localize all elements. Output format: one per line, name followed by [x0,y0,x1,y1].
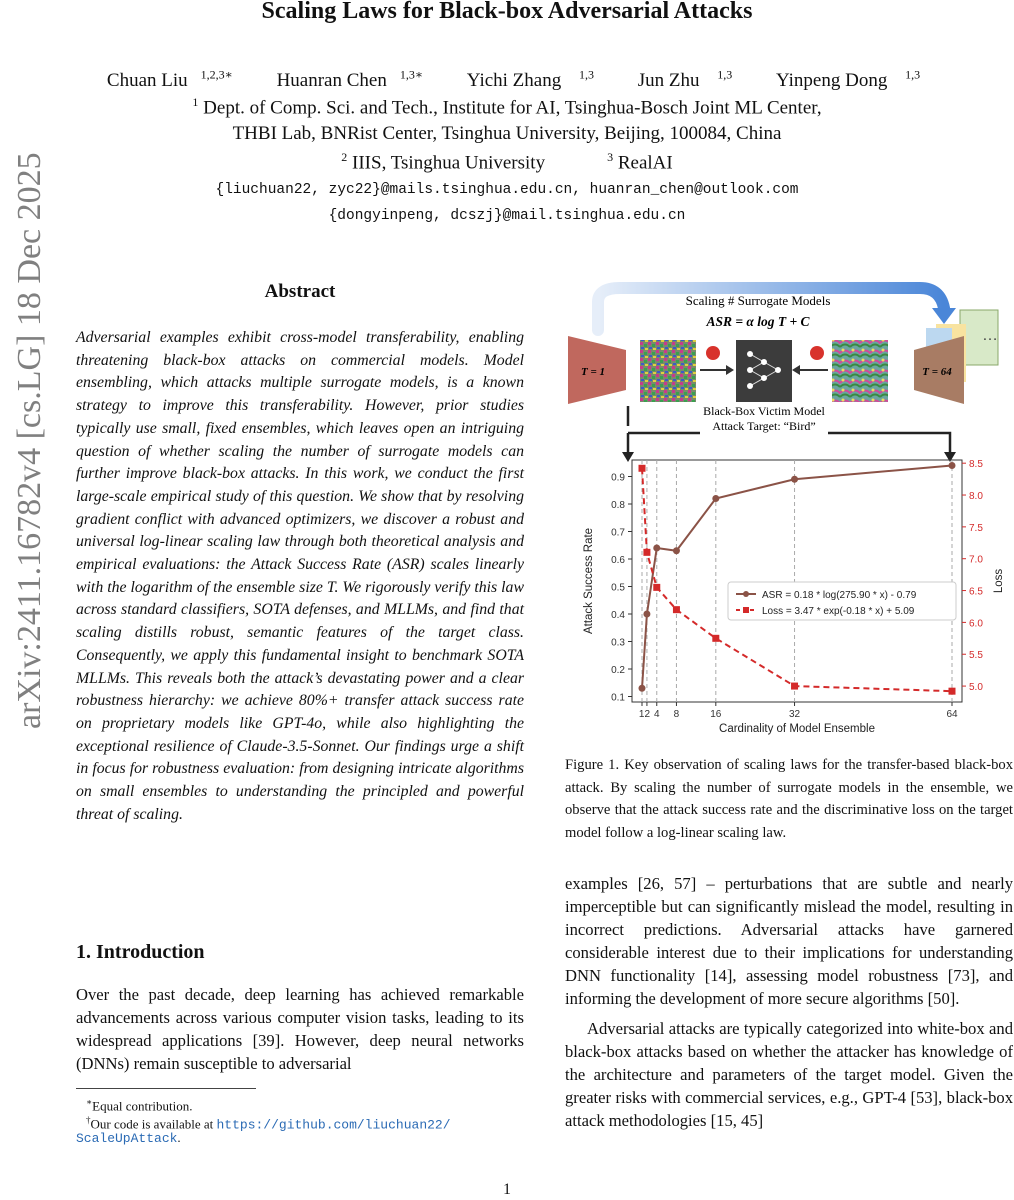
arrowhead [792,365,800,375]
y-tick-label: 0.3 [611,637,625,649]
y2-axis-label: Loss [993,568,1005,594]
loss-point [791,683,798,690]
y-tick-label: 0.5 [611,582,625,594]
right-column-text [565,872,1013,1132]
x-tick-label: 8 [673,709,680,720]
asr-point [712,495,719,502]
victim-model-icon [736,340,792,402]
y2-tick-label: 5.5 [969,650,983,662]
page-number: 1 [503,1181,511,1198]
x-tick-label: 16 [710,709,722,720]
more-models-ellipsis: … [982,327,998,344]
y2-tick-label: 6.5 [969,586,983,598]
y-tick-label: 0.7 [611,527,625,539]
asr-point [639,685,646,692]
email-line-1: {liuchuan22, zyc22}@mails.tsinghua.edu.cn, huanran_chen@outlook.com [215,182,799,198]
code-link[interactable]: https://github.com/liuchuan22/ [216,1117,451,1133]
asr-line [642,466,952,689]
x-tick-label: 32 [788,709,801,720]
author: Yinpeng Dong $^{1,3}$ [775,68,921,92]
plot-frame [632,460,962,702]
y2-tick-label: 8.0 [969,491,983,503]
loss-point [673,606,680,613]
author: Huanran Chen $^{1,3∗}$ [276,68,424,92]
y2-tick-label: 8.5 [969,459,983,471]
y2-tick-label: 5.0 [969,682,983,694]
legend-asr-marker [743,591,749,597]
loss-point [712,635,719,642]
adversarial-image-t1 [640,340,696,402]
y-tick-label: 0.1 [611,692,625,704]
diagram-title: Scaling # Surrogate Models [685,293,831,308]
figure-caption: Figure 1. Key observation of scaling laws for the transfer-based black-box attack. By scaling the number of surrogate models in the ensemble, we observe that the attack success rate and the discriminative loss on the target model follow a log-linear scaling law. [565,757,1013,841]
y-tick-label: 0.2 [611,665,625,676]
robot-icon [706,346,720,360]
paragraph: examples [26, 57] – perturbations that are subtle and nearly imperceptible but can significantly mislead the model, resulting in incorrect predictions. Adversarial attacks have garnered considerable interest due to their implications for understanding DNN functionality [14], assessing model robustness [73], and informing the development of more secure algorithms [50]. [565,874,1013,1008]
robot-icon [810,346,824,360]
left-model-label: T = 1 [581,366,605,378]
footnote-code: †Our code is available at https://github.com/liuchuan22/ [86,1115,451,1133]
victim-model-label: Black-Box Victim Model [703,404,825,418]
asr-point [643,611,650,618]
x-tick-label: 12 [638,709,651,720]
affiliation-1-cont: THBI Lab, BNRist Center, Tsinghua University, Beijing, 100084, China [232,123,782,144]
loss-point [643,549,650,556]
loss-point [639,465,646,472]
asr-point [673,547,680,554]
author-list [0,68,1014,92]
code-link-cont[interactable]: ScaleUpAttack [76,1131,178,1146]
asr-point [653,545,660,552]
asr-point [791,476,798,483]
legend-asr-label: ASR = 0.18 * log(275.90 * x) - 0.79 [762,590,917,601]
x-tick-label: 64 [946,709,958,720]
figure-1 [560,278,1014,743]
intro-paragraph: Over the past decade, deep learning has achieved remarkable advancements across various computer vision tasks, leading to its widespread applications [39]. However, deep neural networks (DNNs) remain susceptible to adversarial [76,985,524,1073]
right-model-label: T = 64 [922,366,952,378]
y-tick-label: 0.6 [611,555,625,566]
loss-point [949,688,956,695]
email-line-2: {dongyinpeng, dcszj}@mail.tsinghua.edu.cn [328,208,686,224]
y2-tick-label: 6.0 [969,618,983,630]
affiliation-1: $^1$ Dept. of Comp. Sci. and Tech., Institute for AI, Tsinghua-Bosch Joint ML Center, [192,95,822,119]
y-tick-label: 0.8 [611,500,625,511]
legend-loss-marker [743,607,749,613]
abstract-heading: Abstract [264,281,336,302]
author: Chuan Liu $^{1,2,3∗}$ [106,68,233,92]
loss-point [653,584,660,591]
legend-loss-label: Loss = 3.47 * exp(-0.18 * x) + 5.09 [762,606,915,617]
abstract-text: Adversarial examples exhibit cross-model transferability, enabling threatening black-box attacks on commercial models. Model ensembling, which attacks multiple surrogate models, is a known strategy to improve this transferability. However, prior studies typically use small, fixed ensembles, which leaves open an intriguing question of whether scaling the number of surrogate models can further improve black-box attacks. In this work, we conduct the first large-scale empirical study of this question. We show that by resolving gradient conflict with advanced optimizers, we discover a robust and universal log-linear scaling law through both theoretical analysis and empirical evaluations: the Attack Success Rate (ASR) scales linearly with the logarithm of the ensemble size T. We rigorously verify this law across standard classifiers, SOTA defenses, and MLLMs, and find that scaling distills robust, semantic features of the target class. Consequently, we apply this fundamental insight to benchmark SOTA MLLMs. This reveals both the attack’s devastating power and a clear robustness hierarchy: we achieve 80%+ transfer attack success rate on proprietary models like GPT-4o, while also highlighting the exceptional resilience of Claude-3.5-Sonnet. Our findings urge a shift in focus for robustness evaluation: from designing intricate algorithms on small ensembles to understanding the principled and powerful threat of scaling. [76,329,524,823]
footnote-equal: ∗Equal contribution. [86,1097,193,1114]
author: Yichi Zhang $^{1,3}$ [466,68,594,92]
loss-line [642,468,952,691]
y2-tick-label: 7.5 [969,522,983,534]
arc-arrowhead [932,308,956,324]
y-tick-label: 0.4 [611,610,625,621]
footnote-divider [76,1088,256,1089]
arrowhead [726,365,734,375]
x-tick-label: 4 [653,709,660,720]
y2-tick-label: 7.0 [969,554,983,566]
asr-point [949,462,956,469]
adversarial-image-t64 [832,340,888,402]
section-heading-introduction: 1. Introduction [76,941,205,963]
arxiv-stamp: arXiv:2411.16782v4 [cs.LG] 18 Dec 2025 [11,152,48,729]
author: Jun Zhu $^{1,3}$ [637,68,733,92]
paragraph: Adversarial attacks are typically categorized into white-box and black-box attacks based on whether the attacker has knowledge of the architecture and parameters of the target model. Given the greater risks with commercial services, e.g., GPT-4 [53], black-box attack methodologies [15, 45] [565,1019,1013,1130]
attack-target-label: Attack Target: “Bird” [712,419,816,433]
scaling-formula: ASR = α log T + C [706,314,810,329]
affiliation-2-3: $^2$ IIIS, Tsinghua University $^3$ RealAI [341,150,673,174]
x-axis-label: Cardinality of Model Ensemble [719,723,875,735]
y-axis-label: Attack Success Rate [583,527,595,635]
connector-right [828,433,950,456]
paper-title: Scaling Laws for Black-box Adversarial Attacks [261,0,753,24]
y-tick-label: 0.9 [611,472,625,484]
footnote-code-cont: ScaleUpAttack. [76,1130,181,1146]
scaling-law-chart [583,459,1005,735]
